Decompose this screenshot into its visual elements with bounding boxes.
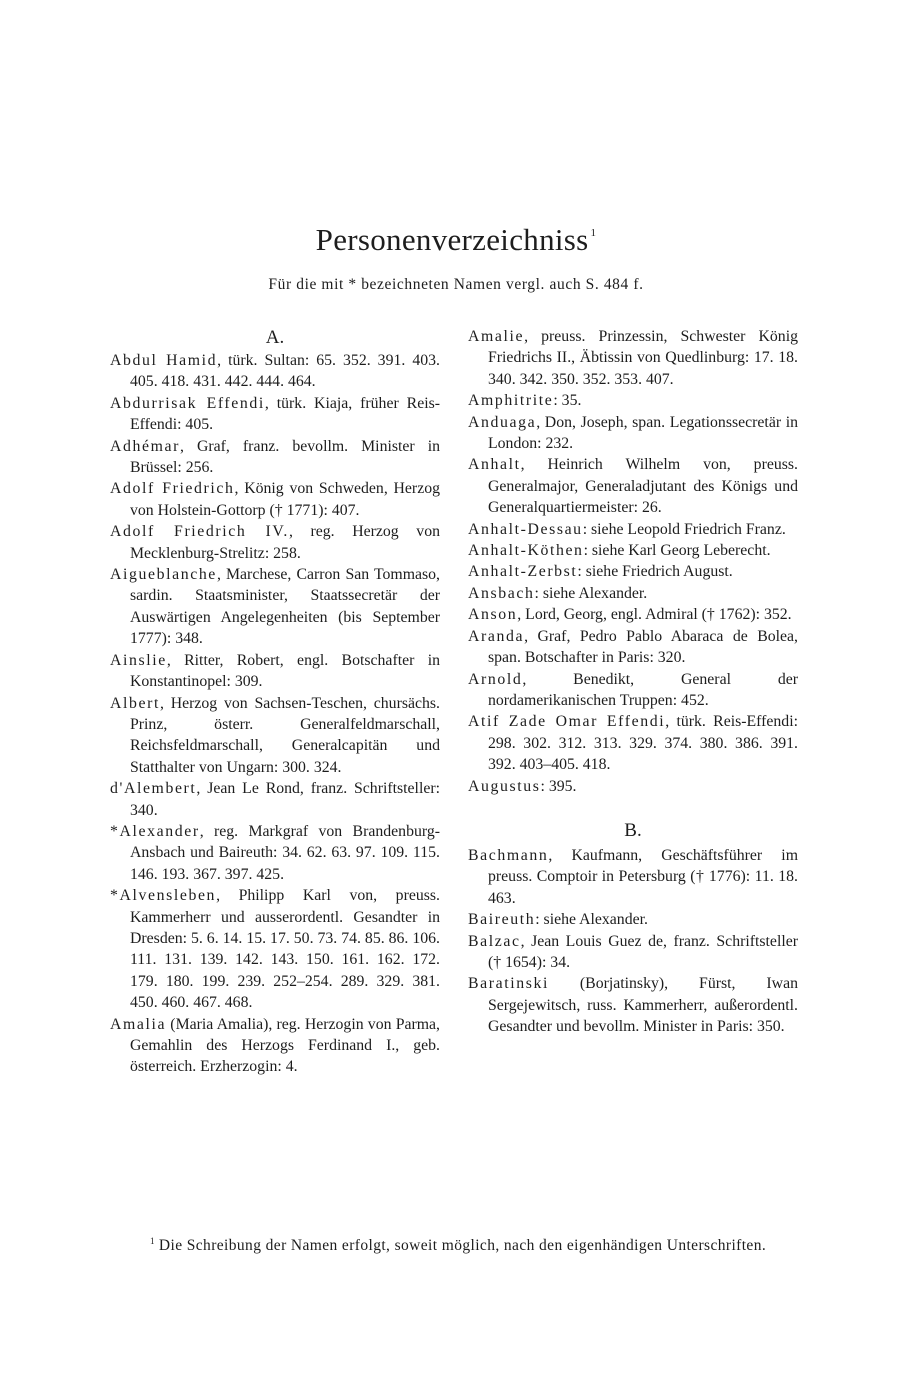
entry-name: Amphitrite xyxy=(468,392,554,410)
entry-details: , Jean Le Rond, franz. Schriftsteller: 340. xyxy=(130,780,440,819)
entry-name: d'Alembert xyxy=(110,780,197,798)
section-letter-b: B. xyxy=(624,819,642,841)
entry-name: Albert xyxy=(110,694,160,712)
entry-name: Ansbach xyxy=(468,584,535,602)
footnote-text: Die Schreibung der Namen erfolgt, soweit möglich, nach den eigenhändigen Unterschriften. xyxy=(158,1237,767,1254)
index-entry xyxy=(110,821,440,885)
entry-name: Bachmann xyxy=(468,846,549,864)
entry-name: *Alexander xyxy=(110,822,200,840)
index-entry xyxy=(110,1014,440,1078)
entry-details: , Benedikt, General der nordamerikanischen Truppen: 452. xyxy=(488,670,798,709)
left-entries xyxy=(110,350,440,1078)
index-entry xyxy=(468,973,798,1037)
entry-details: : 35. xyxy=(553,392,582,410)
index-entry xyxy=(468,326,798,390)
footnote xyxy=(110,1230,805,1257)
index-entry xyxy=(110,778,440,821)
entry-details: , preuss. Prinzessin, Schwester König Friedrichs II., Äbtissin von Quedlinburg: 17. 18. 340. 342. 350. 352. 353. 407. xyxy=(488,328,798,388)
index-entry xyxy=(110,393,440,436)
entry-name: Adhémar xyxy=(110,437,180,455)
index-entry xyxy=(110,436,440,479)
entry-name: Arnold xyxy=(468,670,523,688)
section-letter-a: A. xyxy=(265,327,285,348)
entry-name: *Alvensleben xyxy=(110,887,217,905)
entry-name: Abdul Hamid xyxy=(110,352,218,369)
entry-name: Aranda xyxy=(468,627,525,645)
right-column xyxy=(468,326,798,1038)
entry-details: : siehe Karl Georg Leberecht. xyxy=(583,542,771,560)
entry-name: Adolf Friedrich xyxy=(110,480,235,498)
entry-details: , Marchese, Carron San Tommaso, sardin. Staatsminister, Staatssecretär der Auswärtigen Angelegenheiten (bis September 1777): 348. xyxy=(130,566,440,648)
index-entry xyxy=(468,626,798,669)
entry-details: , Herzog von Sachsen-Teschen, chursächs. Prinz, österr. Generalfeldmarschall, Reichsfeldmarschall, Generalcapitän und Statthalter von Ungarn: 300. 324. xyxy=(130,694,440,776)
entry-name: Amalie xyxy=(468,328,525,345)
entry-details: , reg. Herzog von Mecklenburg-Strelitz: 258. xyxy=(130,523,440,562)
entry-name: Atif Zade Omar Effendi xyxy=(468,713,666,731)
index-entry xyxy=(468,519,798,540)
index-entry xyxy=(110,564,440,650)
entry-name: Baratinski xyxy=(468,975,549,993)
index-entry xyxy=(110,521,440,564)
entry-details: , Lord, Georg, engl. Admiral († 1762): 352. xyxy=(517,606,792,624)
entry-details: : siehe Alexander. xyxy=(535,911,648,929)
entry-details: , Philipp Karl von, preuss. Kammerherr und ausserordentl. Gesandter in Dresden: 5. 6. 14. 15. 17. 50. 73. 74. 85. 86. 106. 111. 131. 139. 142. 143. 150. 161. 162. 172. 179. 180. 199. 239. 252–254. 289. 329. 381. 450. 460. 467. 468. xyxy=(130,887,440,1012)
entry-name: Aigueblanche xyxy=(110,566,217,584)
entry-details: : siehe Alexander. xyxy=(534,584,648,602)
right-entries-b xyxy=(468,845,798,1038)
entry-details: , türk. Sultan: 65. 352. 391. 403. 405. 418. 431. 442. 444. 464. xyxy=(130,352,440,391)
index-entry xyxy=(468,390,798,411)
page-title xyxy=(0,222,900,258)
index-entry xyxy=(468,669,798,712)
index-entry xyxy=(110,650,440,693)
index-entry xyxy=(110,693,440,779)
entry-name: Anhalt-Zerbst xyxy=(468,563,578,581)
index-entry xyxy=(110,885,440,1013)
entry-details: , Heinrich Wilhelm von, preuss. Generalmajor, Generaladjutant des Königs und Generalquartiermeister: 26. xyxy=(488,456,798,517)
index-entry xyxy=(468,776,798,797)
entry-name: Anson xyxy=(468,606,518,624)
title-footnote-mark: 1 xyxy=(590,227,597,239)
index-entry xyxy=(468,561,798,582)
index-entry xyxy=(468,583,798,604)
index-entry xyxy=(468,454,798,518)
entry-details: , Don, Joseph, span. Legationssecretär in London: 232. xyxy=(488,413,798,453)
entry-name: Ainslie xyxy=(110,651,167,669)
entry-name: Amalia xyxy=(110,1015,167,1033)
entry-name: Baireuth xyxy=(468,911,536,929)
entry-details: , Jean Louis Guez de, franz. Schriftsteller († 1654): 34. xyxy=(488,932,798,971)
entry-details: , König von Schweden, Herzog von Holstein-Gottorp († 1771): 407. xyxy=(130,480,440,519)
entry-details: , Kaufmann, Geschäftsführer im preuss. Comptoir in Petersburg († 1776): 11. 18. 463. xyxy=(488,846,798,907)
index-entry xyxy=(468,711,798,775)
entry-details: , Graf, Pedro Pablo Abaraca de Bolea, span. Botschafter in Paris: 320. xyxy=(488,627,798,667)
index-entry xyxy=(468,412,798,455)
page-title-text: Personenverzeichniss xyxy=(315,222,589,257)
page-subtitle: Für die mit * bezeichneten Namen vergl. auch S. 484 f. xyxy=(268,276,644,293)
entry-name: Abdurrisak Effendi xyxy=(110,394,265,412)
entry-details: (Maria Amalia), reg. Herzogin von Parma, Gemahlin des Herzogs Ferdinand I., geb. österreich. Erzherzogin: 4. xyxy=(130,1015,440,1076)
entry-details: : 395. xyxy=(540,777,577,795)
entry-name: Balzac xyxy=(468,932,521,950)
index-entry xyxy=(468,909,798,930)
entry-name: Anduaga xyxy=(468,413,537,431)
entry-name: Anhalt-Köthen xyxy=(468,542,584,560)
index-entry xyxy=(468,540,798,561)
entry-details: , Ritter, Robert, engl. Botschafter in Konstantinopel: 309. xyxy=(130,651,440,691)
index-entry xyxy=(110,478,440,521)
entry-details: , Graf, franz. bevollm. Minister in Brüssel: 256. xyxy=(130,437,440,477)
entry-details: (Borjatinsky), Fürst, Iwan Sergejewitsch, russ. Kammerherr, außerordentl. Gesandter und bevollm. Minister in Paris: 350. xyxy=(488,975,798,1036)
right-entries-a xyxy=(468,326,798,797)
entry-name: Anhalt xyxy=(468,456,521,474)
footnote-mark: 1 xyxy=(150,1236,155,1246)
left-column xyxy=(110,326,440,1078)
index-entry xyxy=(468,604,798,625)
entry-details: , reg. Markgraf von Brandenburg-Ansbach und Baireuth: 34. 62. 63. 97. 109. 115. 146. 193. 367. 397. 425. xyxy=(130,822,440,883)
entry-details: , türk. Reis-Effendi: 298. 302. 312. 313. 329. 374. 380. 386. 391. 392. 403–405. 418. xyxy=(488,713,798,774)
entry-name: Anhalt-Dessau xyxy=(468,520,583,538)
index-entry xyxy=(110,350,440,393)
index-entry xyxy=(468,931,798,974)
entry-details: : siehe Leopold Friedrich Franz. xyxy=(582,520,786,538)
entry-details: : siehe Friedrich August. xyxy=(577,563,733,581)
index-entry xyxy=(468,845,798,909)
entry-name: Adolf Friedrich IV. xyxy=(110,523,289,541)
entry-name: Augustus xyxy=(468,777,541,795)
entry-details: , türk. Kiaja, früher Reis-Effendi: 405. xyxy=(130,394,440,434)
